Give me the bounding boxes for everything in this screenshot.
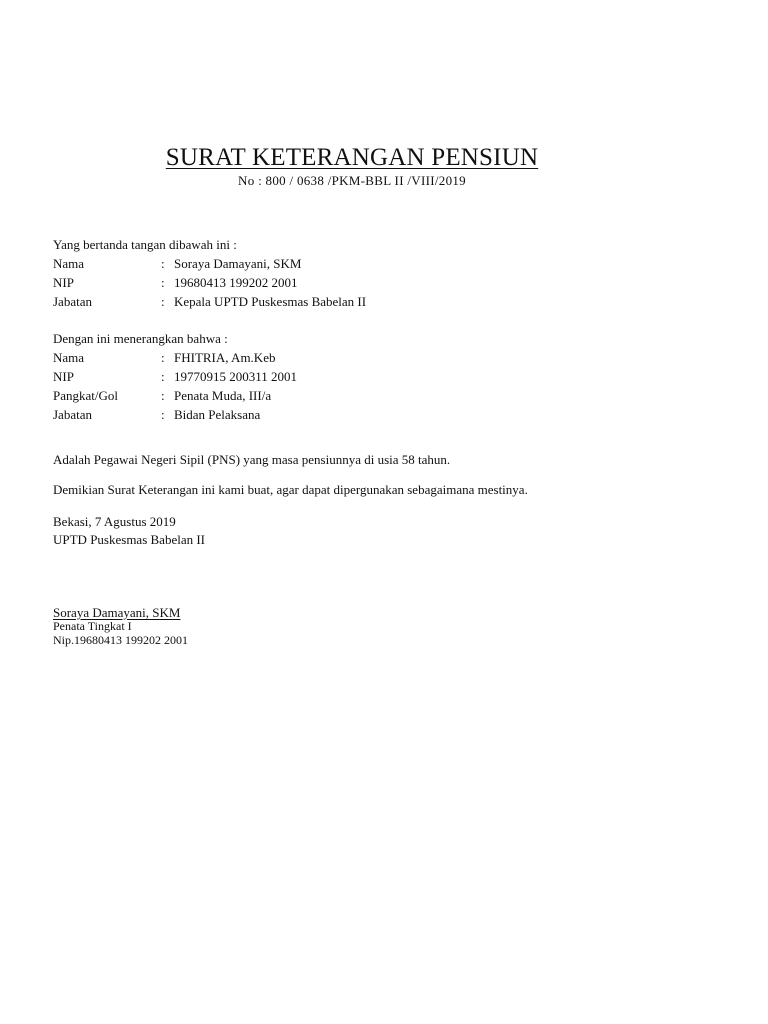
signatory-nip: Nip.19680413 199202 2001	[53, 633, 188, 647]
field-value: 19680413 199202 2001	[174, 275, 298, 290]
field-label: Jabatan	[53, 294, 92, 309]
field-colon: :	[161, 294, 165, 309]
document-number: No : 800 / 0638 /PKM-BBL II /VIII/2019	[238, 173, 466, 188]
subject-intro: Dengan ini menerangkan bahwa :	[53, 331, 228, 346]
field-label: NIP	[53, 369, 74, 384]
place-date: Bekasi, 7 Agustus 2019	[53, 514, 176, 529]
field-colon: :	[161, 256, 165, 271]
signatory-name: Soraya Damayani, SKM	[53, 605, 181, 620]
field-label: NIP	[53, 275, 74, 290]
field-value: 19770915 200311 2001	[174, 369, 298, 384]
field-value: Soraya Damayani, SKM	[174, 256, 302, 271]
document-title: SURAT KETERANGAN PENSIUN	[165, 144, 539, 171]
field-colon: :	[161, 388, 165, 403]
field-value: Kepala UPTD Puskesmas Babelan II	[174, 294, 367, 309]
field-label: Pangkat/Gol	[53, 388, 118, 403]
field-label: Jabatan	[53, 407, 92, 422]
office-name: UPTD Puskesmas Babelan II	[53, 532, 206, 547]
signatory-rank: Penata Tingkat I	[53, 619, 132, 633]
field-colon: :	[161, 369, 165, 384]
field-label: Nama	[53, 256, 85, 271]
field-value: Penata Muda, III/a	[174, 388, 272, 403]
field-value: FHITRIA, Am.Keb	[174, 350, 276, 365]
field-label: Nama	[53, 350, 85, 365]
statement-text: Adalah Pegawai Negeri Sipil (PNS) yang masa pensiunnya di usia 58 tahun.	[53, 452, 451, 467]
signer-intro: Yang bertanda tangan dibawah ini :	[53, 237, 237, 252]
field-value: Bidan Pelaksana	[174, 407, 261, 422]
closing-text: Demikian Surat Keterangan ini kami buat, agar dapat dipergunakan sebagaimana mestinya.	[53, 482, 528, 497]
field-colon: :	[161, 407, 165, 422]
field-colon: :	[161, 350, 165, 365]
field-colon: :	[161, 275, 165, 290]
